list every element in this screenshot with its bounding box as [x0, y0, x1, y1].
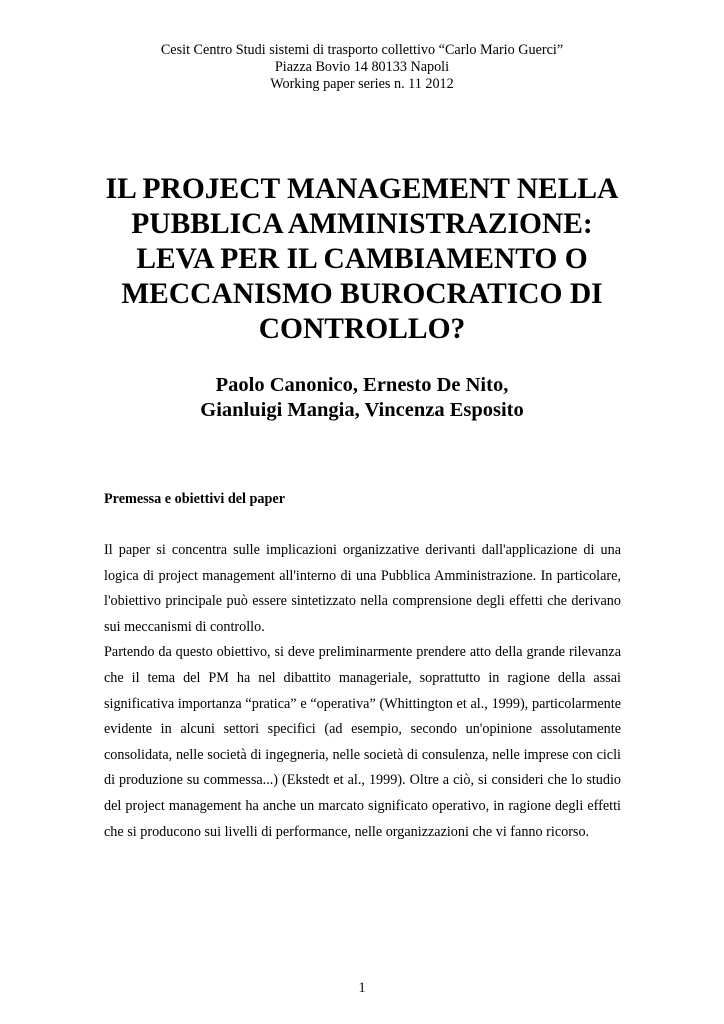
page-number: 1	[358, 980, 366, 996]
title-line: LEVA PER IL CAMBIAMENTO O	[136, 243, 588, 275]
title-line: IL PROJECT MANAGEMENT NELLA	[105, 173, 619, 205]
institution-header	[0, 42, 724, 93]
header-line-series: Working paper series n. 11 2012	[270, 76, 454, 92]
title-line: PUBBLICA AMMINISTRAZIONE:	[131, 208, 593, 240]
paper-authors	[60, 373, 664, 423]
section-heading: Premessa e obiettivi del paper	[104, 491, 285, 507]
authors-line: Paolo Canonico, Ernesto De Nito,	[215, 374, 509, 396]
header-line-address: Piazza Bovio 14 80133 Napoli	[274, 59, 450, 75]
title-line: CONTROLLO?	[258, 313, 466, 345]
body-paragraph: Partendo da questo obiettivo, si deve preliminarmente prendere atto della grande rilevanza che il tema del PM ha nel dibattito manageriale, soprattutto in ragione della assai significativa importanza “pratica” e “operativa” (Whittington et al., 1999), particolarmente evidente in alcuni settori specifici (ad esempio, secondo un'opinione assolutamente consolidata, nelle società di ingegneria, nelle società di consulenza, nelle imprese con cicli di produzione su commessa...) (Ekstedt et al., 1999). Oltre a ciò, si consideri che lo studio del project management ha anche un marcato significato operativo, in ragione degli effetti che si producono sui livelli di performance, nelle organizzazioni che vi fanno ricorso.	[104, 644, 621, 840]
header-line-institution: Cesit Centro Studi sistemi di trasporto collettivo “Carlo Mario Guerci”	[160, 42, 564, 58]
paper-title	[60, 172, 664, 347]
section-body	[104, 538, 621, 845]
title-line: MECCANISMO BUROCRATICO DI	[121, 278, 603, 310]
authors-line: Gianluigi Mangia, Vincenza Esposito	[200, 399, 524, 421]
body-paragraph: Il paper si concentra sulle implicazioni organizzative derivanti dall'applicazione di una logica di project management all'interno di una Pubblica Amministrazione. In particolare, l'obiettivo principale può essere sintetizzato nella comprensione degli effetti che derivano sui meccanismi di controllo.	[104, 542, 621, 635]
